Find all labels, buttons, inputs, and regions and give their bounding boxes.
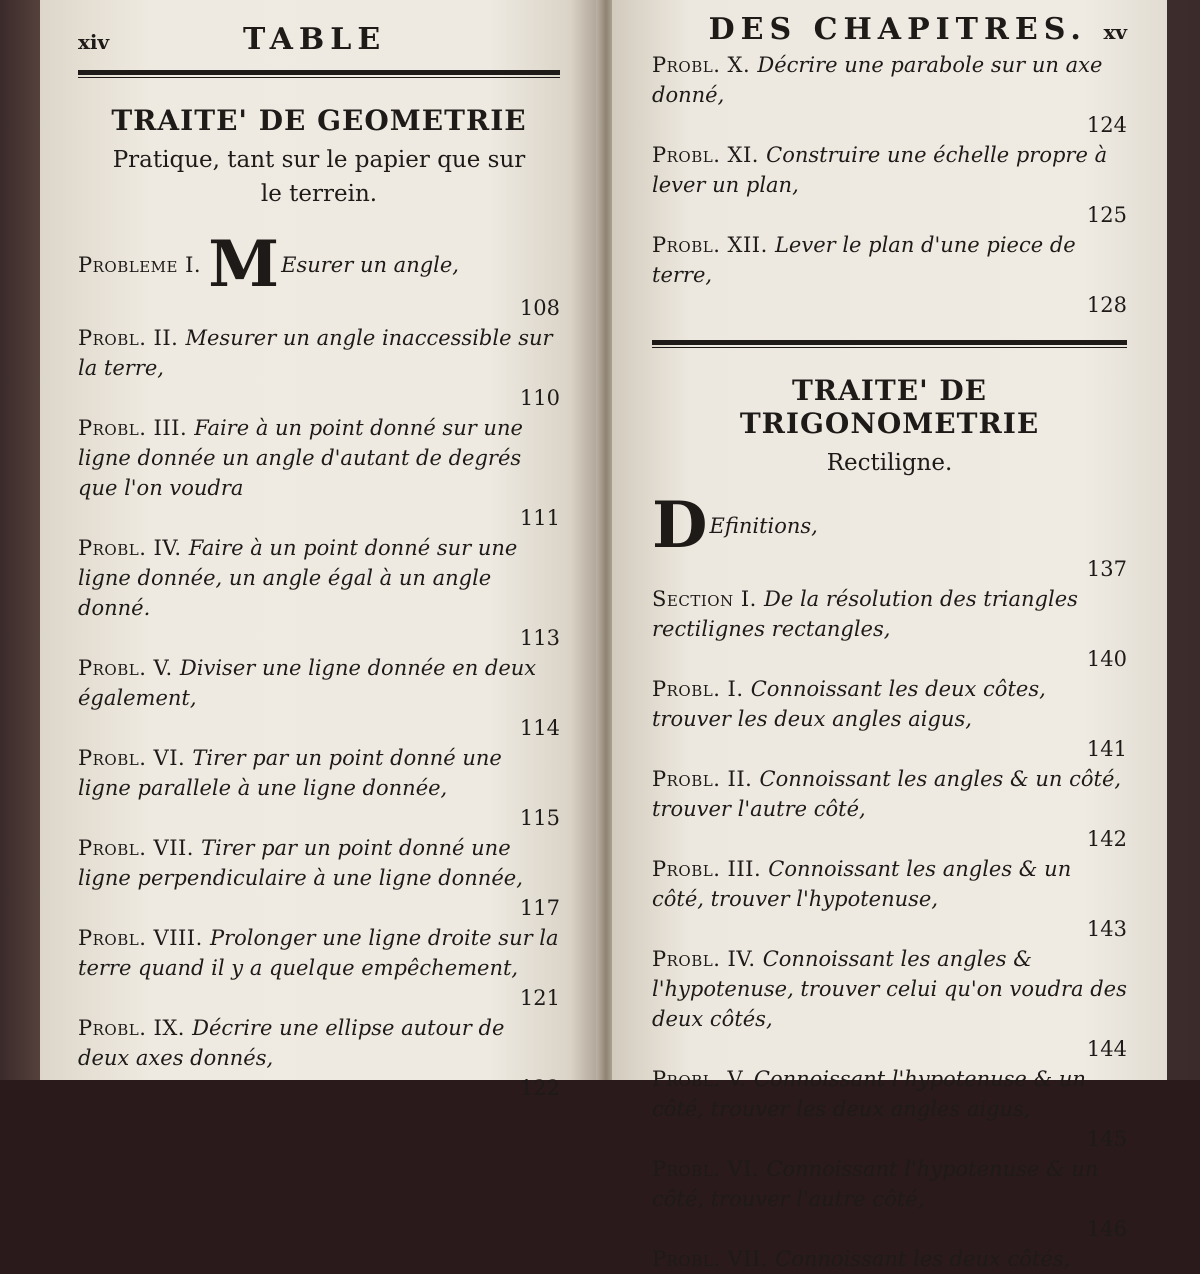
entry-text: Esurer un angle, <box>281 253 459 277</box>
subtitle-line1: Pratique, tant sur le papier que sur <box>112 147 526 173</box>
toc-entry <box>78 743 560 833</box>
right-page <box>612 0 1167 1271</box>
entry-text: Connoissant l'hypotenuse & un côté, trouver les deux angles aigus, <box>652 1067 1086 1121</box>
toc-entry <box>652 230 1127 320</box>
entry-page-number: 145 <box>1086 1127 1127 1151</box>
entry-label: Probleme I. <box>78 253 209 277</box>
entry-label: Probl. II. <box>78 326 186 350</box>
section-title-geometrie: TRAITE' DE GEOMETRIE <box>111 104 527 137</box>
entry-page-number: 137 <box>1086 557 1127 581</box>
section-title-trigonometrie: TRAITE' DE TRIGONOMETRIE <box>739 374 1040 440</box>
entry-label: Probl. IV. <box>652 947 763 971</box>
entry-page-number: 110 <box>519 386 560 410</box>
entry-page-number: 142 <box>1086 827 1127 851</box>
toc-entry <box>652 1064 1127 1154</box>
entry-label: Probl. VII. <box>78 836 202 860</box>
folio-left: xiv <box>78 30 110 54</box>
entry-text: Diviser une ligne donnée en deux également, <box>78 656 537 710</box>
toc-entry <box>78 923 560 1013</box>
entry-page-number: 124 <box>1086 113 1127 137</box>
entries-list-left <box>78 227 560 1103</box>
entry-text: Efinitions, <box>709 514 818 538</box>
entry-label: Probl. VI. <box>78 746 193 770</box>
entry-page-number: 111 <box>519 506 560 530</box>
entry-text: Décrire une parabole sur un axe donné, <box>652 53 1103 107</box>
left-page <box>40 0 600 1100</box>
toc-entry <box>652 488 1127 584</box>
entry-text: Prolonger une ligne droite sur la terre quand il y a quelque empêchement, <box>78 926 559 980</box>
entry-label: Probl. IV. <box>78 536 189 560</box>
entry-text: Connoissant l'hypotenuse & un côté, trouver l'autre côté, <box>652 1157 1099 1211</box>
toc-entry <box>78 413 560 533</box>
entry-page-number: 108 <box>519 296 560 320</box>
entry-label: Probl. VII. <box>652 1247 776 1271</box>
entry-label: Probl. I. <box>652 677 751 701</box>
entry-page-number: 146 <box>1086 1217 1127 1241</box>
toc-entry <box>78 653 560 743</box>
entry-text: Connoissant les angles & un côté, trouver l'hypotenuse, <box>652 857 1072 911</box>
toc-entry <box>652 1154 1127 1244</box>
toc-entry <box>652 584 1127 674</box>
toc-entry <box>652 944 1127 1064</box>
entry-label: Probl. VI. <box>652 1157 767 1181</box>
toc-entry <box>78 533 560 653</box>
entry-label: Probl. XII. <box>652 233 775 257</box>
entry-page-number: 144 <box>1086 1037 1127 1061</box>
entry-label: Probl. IX. <box>78 1016 193 1040</box>
entry-label: Probl. II. <box>652 767 760 791</box>
folio-right: xv <box>1103 20 1127 44</box>
running-head-right <box>652 12 1127 48</box>
section-subtitle-trigonometrie: Rectiligne. <box>826 450 953 476</box>
double-rule-left <box>78 70 560 78</box>
drop-cap: D <box>652 488 708 563</box>
entry-text: Connoissant les angles & un côté, trouver l'autre côté, <box>652 767 1122 821</box>
double-rule-right <box>652 340 1127 348</box>
entry-text: Connoissant les deux côtes, trouver les deux angles aigus, <box>652 677 1046 731</box>
entry-page-number: 141 <box>1086 737 1127 761</box>
entry-label: Section I. <box>652 587 764 611</box>
entry-label: Probl. III. <box>78 416 195 440</box>
toc-entry <box>652 674 1127 764</box>
entry-label: Probl. V. <box>78 656 180 680</box>
entry-text: Connoissant les angles & l'hypotenuse, trouver celui qu'on voudra des deux côtés, <box>652 947 1127 1031</box>
entry-text: Connoissant les deux côtés, <box>775 1247 1071 1271</box>
section-subtitle-geometrie <box>78 143 560 211</box>
toc-entry <box>78 323 560 413</box>
toc-entry <box>78 1013 560 1103</box>
entry-text: De la résolution des triangles rectilignes rectangles, <box>652 587 1078 641</box>
subtitle-line2: le terrein. <box>260 181 378 207</box>
entry-label: Probl. III. <box>652 857 769 881</box>
entry-label: Probl. X. <box>652 53 758 77</box>
entry-page-number: 114 <box>519 716 560 740</box>
entry-text: Faire à un point donné sur une ligne donnée, un angle égal à un angle donné. <box>78 536 518 620</box>
entry-page-number: 128 <box>1086 293 1127 317</box>
entry-page-number: 143 <box>1086 917 1127 941</box>
entry-text: Tirer par un point donné une ligne perpendiculaire à une ligne donnée, <box>78 836 523 890</box>
entry-label: Probl. VIII. <box>78 926 210 950</box>
drop-cap: M <box>208 227 280 302</box>
entry-label: Probl. XI. <box>652 143 767 167</box>
entry-text: Faire à un point donné sur une ligne donnée un angle d'autant de degrés que l'on voudra <box>78 416 523 500</box>
entry-page-number: 125 <box>1086 203 1127 227</box>
entry-text: Construire une échelle propre à lever un plan, <box>652 143 1108 197</box>
toc-entry <box>78 833 560 923</box>
toc-entry <box>652 764 1127 854</box>
entry-page-number: 115 <box>519 806 560 830</box>
toc-entry <box>652 50 1127 140</box>
entries-list-right-top <box>652 50 1127 320</box>
running-head-left <box>78 22 560 58</box>
entries-list-right <box>652 488 1127 1274</box>
entry-page-number: 113 <box>519 626 560 650</box>
entry-label: Probl. V. <box>652 1067 754 1091</box>
running-head-title-right: DES CHAPITRES. <box>708 12 1087 47</box>
entry-text: Tirer par un point donné une ligne parallele à une ligne donnée, <box>78 746 502 800</box>
entry-text: Décrire une ellipse autour de deux axes donnés, <box>78 1016 505 1070</box>
entry-page-number: 122 <box>519 1076 560 1100</box>
entry-text: Mesurer un angle inaccessible sur la terre, <box>78 326 553 380</box>
toc-entry <box>652 140 1127 230</box>
entry-page-number: 140 <box>1086 647 1127 671</box>
toc-entry <box>652 854 1127 944</box>
entry-page-number: 117 <box>519 896 560 920</box>
toc-entry <box>652 1244 1127 1274</box>
toc-entry <box>78 227 560 323</box>
running-head-title-left: TABLE <box>242 22 387 57</box>
entry-page-number: 121 <box>519 986 560 1010</box>
entry-text: Lever le plan d'une piece de terre, <box>652 233 1076 287</box>
